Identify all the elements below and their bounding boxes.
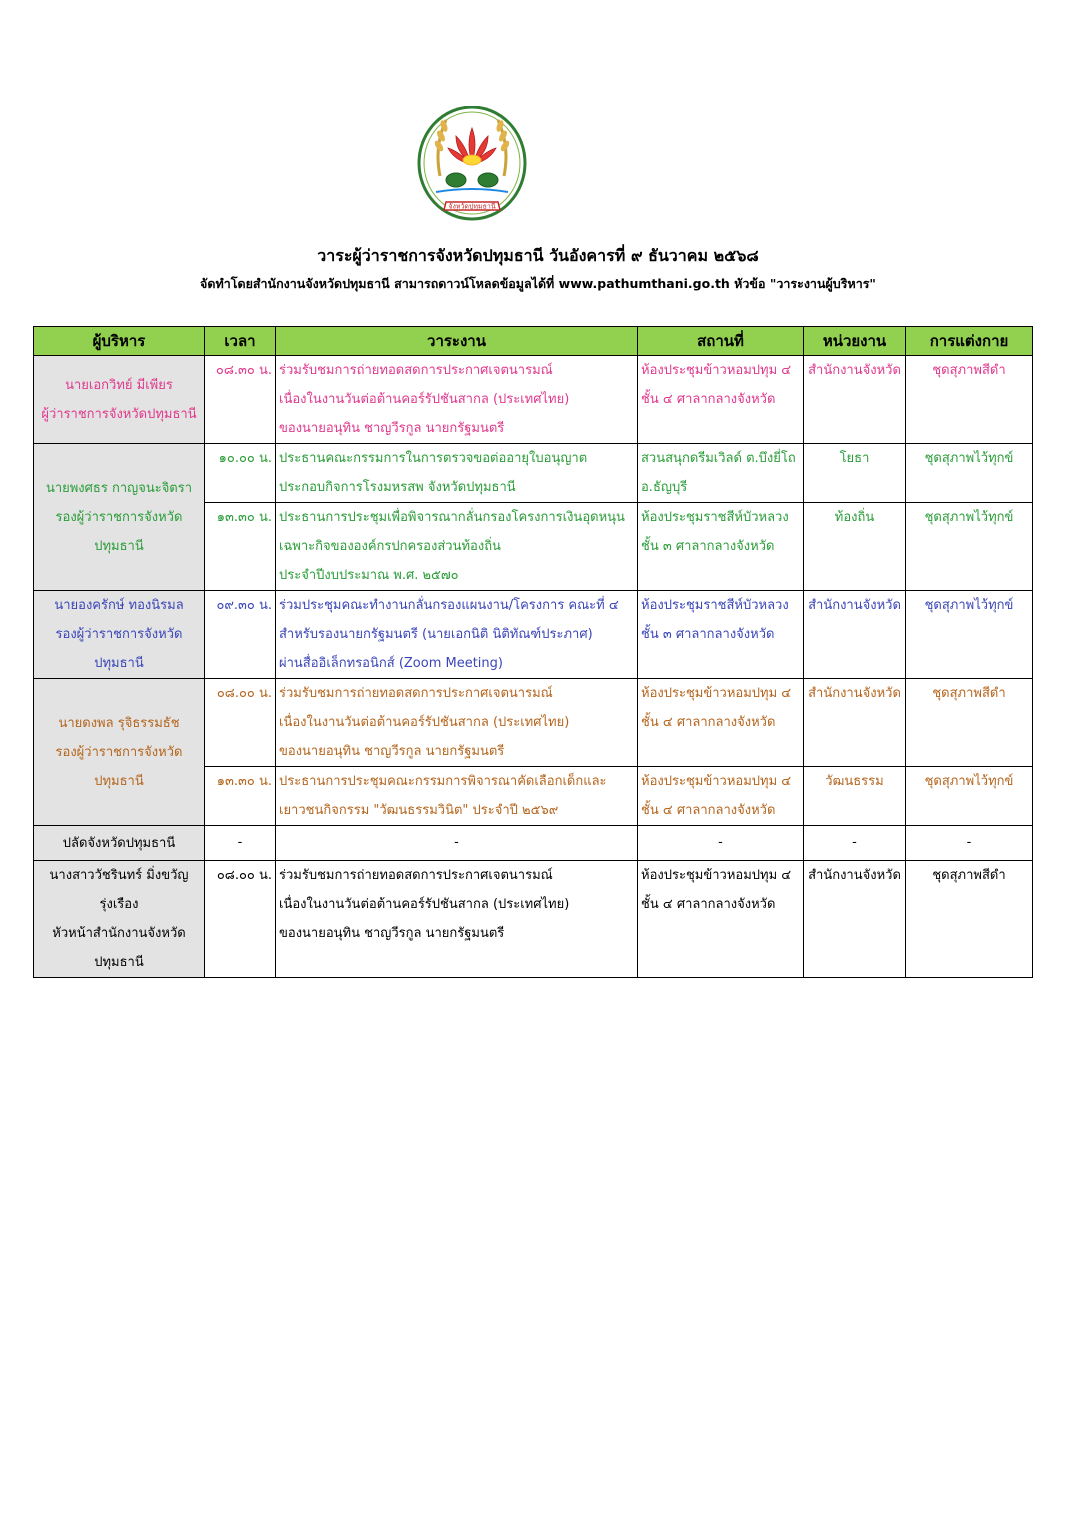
agency-cell: สำนักงานจังหวัด	[804, 861, 906, 978]
column-header-agency: หน่วยงาน	[804, 327, 906, 356]
location-cell	[638, 356, 804, 444]
dress-cell: -	[906, 826, 1033, 861]
executive-name: นายดงพล รุจิธรรมธัช	[58, 715, 180, 731]
agenda-line: ของนายอนุทิน ชาญวีรกูล นายกรัฐมนตรี	[279, 926, 505, 941]
executive-title: รองผู้ว่าราชการจังหวัดปทุมธานี	[55, 744, 183, 789]
location-cell	[638, 767, 804, 826]
table-row	[34, 861, 1033, 978]
table-header-row	[34, 327, 1033, 356]
location-line: ชั้น ๔ ศาลากลางจังหวัด	[641, 715, 776, 730]
executive-name: นายองครักษ์ ทองนิรมล	[54, 598, 184, 613]
agenda-line: ร่วมรับชมการถ่ายทอดสดการประกาศเจตนารมณ์	[279, 686, 553, 701]
dress-cell: ชุดสุภาพไว้ทุกข์	[906, 444, 1033, 503]
agency-cell: -	[804, 826, 906, 861]
agenda-cell	[276, 826, 638, 861]
agenda-table	[33, 326, 1033, 978]
page-title: วาระผู้ว่าราชการจังหวัดปทุมธานี วันอังคารที่ ๙ ธันวาคม ๒๕๖๘	[317, 246, 759, 265]
agenda-line: ร่วมรับชมการถ่ายทอดสดการประกาศเจตนารมณ์	[279, 868, 553, 883]
executive-cell	[34, 591, 205, 679]
location-cell	[638, 503, 804, 591]
location-line: ชั้น ๓ ศาลากลางจังหวัด	[641, 539, 775, 554]
table-row	[34, 591, 1033, 679]
location-line: ห้องประชุมข้าวหอมปทุม ๔	[641, 363, 792, 378]
time-cell: -	[205, 826, 276, 861]
location-cell	[638, 679, 804, 767]
agenda-line: ประธานการประชุมเพื่อพิจารณากลั่นกรองโครงการเงินอุดหนุน	[279, 510, 625, 525]
executive-cell	[34, 826, 205, 861]
dress-cell: ชุดสุภาพสีดำ	[906, 679, 1033, 767]
agenda-cell	[276, 679, 638, 767]
agenda-line: ของนายอนุทิน ชาญวีรกูล นายกรัฐมนตรี	[279, 744, 505, 759]
agenda-cell	[276, 861, 638, 978]
time-cell: ๐๘.๐๐ น.	[205, 861, 276, 978]
agenda-line: เนื่องในงานวันต่อต้านคอร์รัปชันสากล (ประเทศไทย)	[279, 897, 570, 912]
agenda-line: เฉพาะกิจขององค์กรปกครองส่วนท้องถิ่น	[279, 539, 501, 554]
agenda-line: ประธานการประชุมคณะกรรมการพิจารณาคัดเลือกเด็กและ	[279, 774, 607, 789]
table-row	[34, 826, 1033, 861]
agency-cell: ท้องถิ่น	[804, 503, 906, 591]
location-line: อ.ธัญบุรี	[641, 480, 688, 495]
agenda-line: ประธานคณะกรรมการในการตรวจขอต่ออายุใบอนุญาต	[279, 451, 588, 466]
location-line: ห้องประชุมราชสีห์บัวหลวง	[641, 598, 789, 613]
executive-title: รองผู้ว่าราชการจังหวัดปทุมธานี	[55, 509, 183, 554]
agenda-line: ของนายอนุทิน ชาญวีรกูล นายกรัฐมนตรี	[279, 421, 505, 436]
agenda-table-body	[34, 356, 1033, 978]
executive-name: นายพงศธร กาญจนะจิตรา	[45, 480, 193, 496]
column-header-dress: การแต่งกาย	[906, 327, 1033, 356]
location-line: ชั้น ๔ ศาลากลางจังหวัด	[641, 803, 776, 818]
time-cell: ๐๙.๓๐ น.	[205, 591, 276, 679]
location-line: ชั้น ๓ ศาลากลางจังหวัด	[641, 627, 775, 642]
location-line: ชั้น ๔ ศาลากลางจังหวัด	[641, 897, 776, 912]
agency-cell: วัฒนธรรม	[804, 767, 906, 826]
logo-text: จังหวัดปทุมธานี	[448, 202, 496, 211]
agenda-line: ประกอบกิจการโรงมหรสพ จังหวัดปทุมธานี	[279, 480, 516, 495]
time-cell: ๐๘.๐๐ น.	[205, 679, 276, 767]
time-cell: ๐๘.๓๐ น.	[205, 356, 276, 444]
time-cell: ๑๓.๓๐ น.	[205, 503, 276, 591]
location-line: -	[718, 835, 723, 850]
location-line: ชั้น ๔ ศาลากลางจังหวัด	[641, 392, 776, 407]
agency-cell: สำนักงานจังหวัด	[804, 356, 906, 444]
location-cell	[638, 861, 804, 978]
pathumthani-seal-logo	[416, 106, 528, 224]
location-cell	[638, 444, 804, 503]
agency-cell: สำนักงานจังหวัด	[804, 591, 906, 679]
agenda-cell	[276, 591, 638, 679]
location-cell	[638, 591, 804, 679]
agenda-line: ร่วมรับชมการถ่ายทอดสดการประกาศเจตนารมณ์	[279, 363, 553, 378]
location-line: ห้องประชุมข้าวหอมปทุม ๔	[641, 686, 792, 701]
table-row	[34, 444, 1033, 503]
dress-cell: ชุดสุภาพไว้ทุกข์	[906, 503, 1033, 591]
agenda-line: สำหรับรองนายกรัฐมนตรี (นายเอกนิติ นิติทัณฑ์ประภาศ)	[279, 627, 593, 642]
location-line: ห้องประชุมข้าวหอมปทุม ๔	[641, 774, 792, 789]
column-header-location: สถานที่	[638, 327, 804, 356]
agenda-line: ร่วมประชุมคณะทำงานกลั่นกรองแผนงาน/โครงการ คณะที่ ๔	[279, 598, 619, 613]
location-line: ห้องประชุมข้าวหอมปทุม ๔	[641, 868, 792, 883]
executive-cell	[34, 356, 205, 444]
dress-cell: ชุดสุภาพสีดำ	[906, 861, 1033, 978]
agenda-cell	[276, 444, 638, 503]
agenda-line: เนื่องในงานวันต่อต้านคอร์รัปชันสากล (ประเทศไทย)	[279, 392, 570, 407]
column-header-executive: ผู้บริหาร	[34, 327, 205, 356]
agenda-line: เนื่องในงานวันต่อต้านคอร์รัปชันสากล (ประเทศไทย)	[279, 715, 570, 730]
column-header-agenda: วาระงาน	[276, 327, 638, 356]
time-cell: ๑๓.๓๐ น.	[205, 767, 276, 826]
dress-cell: ชุดสุภาพไว้ทุกข์	[906, 591, 1033, 679]
executive-name: นายเอกวิทย์ มีเพียร	[65, 377, 173, 393]
agenda-cell	[276, 356, 638, 444]
executive-cell	[34, 679, 205, 826]
dress-cell: ชุดสุภาพไว้ทุกข์	[906, 767, 1033, 826]
table-row	[34, 356, 1033, 444]
table-row	[34, 679, 1033, 767]
agency-cell: โยธา	[804, 444, 906, 503]
page-subtitle: จัดทำโดยสำนักงานจังหวัดปทุมธานี สามารถดาวน์โหลดข้อมูลได้ที่ www.pathumthani.go.th หัวข้อ "วาระงานผู้บริหาร"	[200, 276, 876, 291]
executive-title: หัวหน้าสำนักงานจังหวัดปทุมธานี	[52, 926, 186, 970]
location-line: สวนสนุกดรีมเวิลด์ ต.บึงยี่โถ	[641, 451, 796, 466]
agenda-line: เยาวชนกิจกรรม "วัฒนธรรมวินิต" ประจำปี ๒๕๖๙	[279, 803, 559, 818]
dress-cell: ชุดสุภาพสีดำ	[906, 356, 1033, 444]
executive-title: ผู้ว่าราชการจังหวัดปทุมธานี	[41, 406, 197, 422]
executive-cell	[34, 444, 205, 591]
agenda-cell	[276, 767, 638, 826]
agenda-line: ประจำปีงบประมาณ พ.ศ. ๒๕๗๐	[279, 568, 459, 583]
executive-name: ปลัดจังหวัดปทุมธานี	[62, 835, 176, 851]
location-line: ห้องประชุมราชสีห์บัวหลวง	[641, 510, 789, 525]
column-header-time: เวลา	[205, 327, 276, 356]
agenda-line: -	[454, 835, 459, 850]
executive-title: รองผู้ว่าราชการจังหวัดปทุมธานี	[55, 627, 183, 671]
executive-name: นางสาววัชรินทร์ มิ่งขวัญรุ่งเรือง	[49, 868, 189, 912]
location-cell	[638, 826, 804, 861]
agenda-line: ผ่านสื่ออิเล็กทรอนิกส์ (Zoom Meeting)	[279, 656, 503, 671]
time-cell: ๑๐.๐๐ น.	[205, 444, 276, 503]
agenda-cell	[276, 503, 638, 591]
executive-cell	[34, 861, 205, 978]
agency-cell: สำนักงานจังหวัด	[804, 679, 906, 767]
